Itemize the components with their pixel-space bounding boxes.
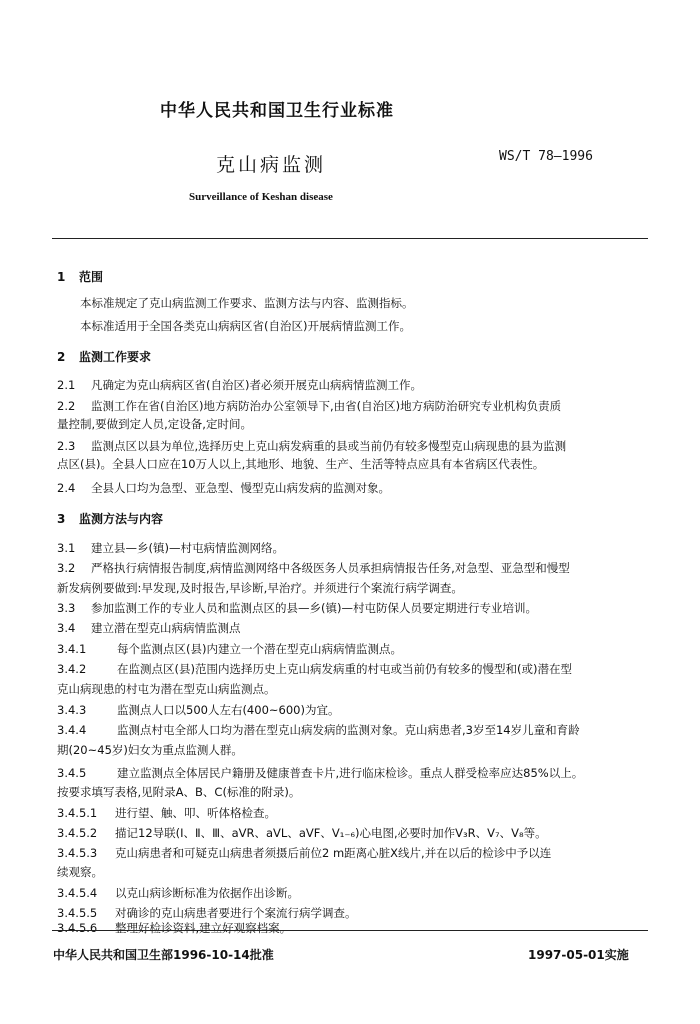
clause-number: 3.4.5.5: [57, 906, 98, 920]
clause-text: 严格执行病情报告制度,病情监测网络中各级医务人员承担病情报告任务,对急型、亚急型和慢型: [91, 561, 570, 575]
clause-continuation: 量控制,要做到定人员,定设备,定时间。: [57, 417, 252, 431]
clause-text: 参加监测工作的专业人员和监测点区的县—乡(镇)—村屯防保人员要定期进行专业培训。: [91, 601, 537, 615]
clause-continuation: 期(20~45岁)妇女为重点监测人群。: [57, 743, 243, 757]
clause-continuation: 按要求填写表格,见附录A、B、C(标准的附录)。: [57, 785, 301, 799]
section-number: 3: [57, 512, 66, 526]
clause-text: 全县人口均为急型、亚急型、慢型克山病发病的监测对象。: [91, 481, 390, 495]
clause: [57, 763, 583, 783]
clause: [57, 803, 276, 823]
clause: [57, 478, 390, 498]
section-title: 监测方法与内容: [79, 512, 164, 526]
clause-text: 建立县—乡(镇)—村屯病情监测网络。: [91, 541, 284, 555]
clause-number: 3.4.5.3: [57, 846, 98, 860]
section-title: 监测工作要求: [79, 350, 152, 364]
section-number: 2: [57, 350, 66, 364]
clause: [57, 720, 580, 740]
clause-number: 3.3: [57, 601, 76, 615]
clause-continuation: 克山病现患的村屯为潜在型克山病监测点。: [57, 682, 276, 696]
clause-number: 3.4.5: [57, 766, 87, 780]
clause-text: 监测点村屯全部人口均为潜在型克山病发病的监测对象。克山病患者,3岁至14岁儿童和育龄: [117, 723, 580, 737]
clause-continuation: 点区(县)。全县人口应在10万人以上,其地形、地貌、生产、生活等特点应具有本省病区代表性。: [57, 457, 545, 471]
clause-number: 2.2: [57, 399, 76, 413]
clause: [57, 659, 572, 679]
clause-text: 克山病患者和可疑克山病患者须摄后前位2 m距离心脏X线片,并在以后的检诊中予以连: [115, 846, 552, 860]
clause: [57, 598, 537, 618]
bottom-divider: [52, 930, 648, 931]
clause-text: 建立潜在型克山病病情监测点: [91, 621, 241, 635]
clause-text: 凡确定为克山病病区省(自治区)者必须开展克山病病情监测工作。: [91, 378, 422, 392]
clause: [57, 843, 551, 863]
clause-text: 建立监测点全体居民户籍册及健康普查卡片,进行临床检诊。重点人群受检率应达85%以上。: [117, 766, 584, 780]
top-divider: [52, 238, 648, 239]
clause-text: 进行望、触、叩、听体格检查。: [115, 806, 276, 820]
clause-continuation: 新发病例要做到:早发现,及时报告,早诊断,早治疗。并须进行个案流行病学调查。: [57, 581, 463, 595]
clause-text: 整理好检诊资料,建立好观察档案。: [115, 921, 292, 935]
clause-text: 每个监测点区(县)内建立一个潜在型克山病病情监测点。: [117, 642, 402, 656]
clause: [57, 538, 284, 558]
paragraph: 本标准规定了克山病监测工作要求、监测方法与内容、监测指标。: [80, 296, 414, 310]
clause: [57, 883, 299, 903]
clause: [57, 823, 547, 843]
clause-number: 3.4.5.2: [57, 826, 98, 840]
clause-text: 以克山病诊断标准为依据作出诊断。: [115, 886, 299, 900]
clause-number: 3.4: [57, 621, 76, 635]
standard-title: 中华人民共和国卫生行业标准: [160, 101, 394, 121]
implementation-date: 1997-05-01实施: [528, 948, 629, 962]
clause-number: 3.4.4: [57, 723, 87, 737]
clause-text: 监测工作在省(自治区)地方病防治办公室领导下,由省(自治区)地方病防治研究专业机构负责质: [91, 399, 562, 413]
clause-text: 描记12导联(Ⅰ、Ⅱ、Ⅲ、aVR、aVL、aVF、V₁₋₆)心电图,必要时加作V₃R、V₇、V₈等。: [115, 826, 547, 840]
clause: [57, 700, 339, 720]
clause: [57, 918, 291, 938]
clause: [57, 436, 566, 456]
clause-number: 3.4.2: [57, 662, 87, 676]
clause-number: 2.4: [57, 481, 76, 495]
clause-number: 3.4.5.6: [57, 921, 98, 935]
clause: [57, 618, 241, 638]
clause-text: 在监测点区(县)范围内选择历史上克山病发病重的村屯或当前仍有较多的慢型和(或)潜在型: [117, 662, 572, 676]
section-title: 范围: [79, 270, 104, 284]
clause-number: 3.4.3: [57, 703, 87, 717]
section-heading-methods: [57, 510, 163, 527]
clause: [57, 558, 570, 578]
clause-text: 监测点区以县为单位,选择历史上克山病发病重的县或当前仍有较多慢型克山病现患的县为监测: [91, 439, 567, 453]
clause-number: 3.2: [57, 561, 76, 575]
clause-number: 2.3: [57, 439, 76, 453]
approval-line: 中华人民共和国卫生部1996-10-14批准: [53, 948, 274, 962]
clause-number: 2.1: [57, 378, 76, 392]
section-heading-scope: [57, 268, 103, 285]
clause: [57, 375, 422, 395]
clause-text: 对确诊的克山病患者要进行个案流行病学调查。: [115, 906, 357, 920]
document-title: 克山病监测: [216, 154, 327, 176]
clause-continuation: 续观察。: [57, 865, 103, 879]
english-title: Surveillance of Keshan disease: [189, 191, 333, 203]
section-number: 1: [57, 270, 66, 284]
paragraph: 本标准适用于全国各类克山病病区省(自治区)开展病情监测工作。: [80, 319, 411, 333]
clause-number: 3.1: [57, 541, 76, 555]
clause-number: 3.4.5.1: [57, 806, 98, 820]
clause: [57, 639, 402, 659]
clause-text: 监测点人口以500人左右(400~600)为宜。: [117, 703, 340, 717]
clause: [57, 396, 561, 416]
standard-code: WS/T 78—1996: [499, 149, 593, 164]
clause-number: 3.4.1: [57, 642, 87, 656]
section-heading-requirements: [57, 348, 151, 365]
clause-number: 3.4.5.4: [57, 886, 98, 900]
